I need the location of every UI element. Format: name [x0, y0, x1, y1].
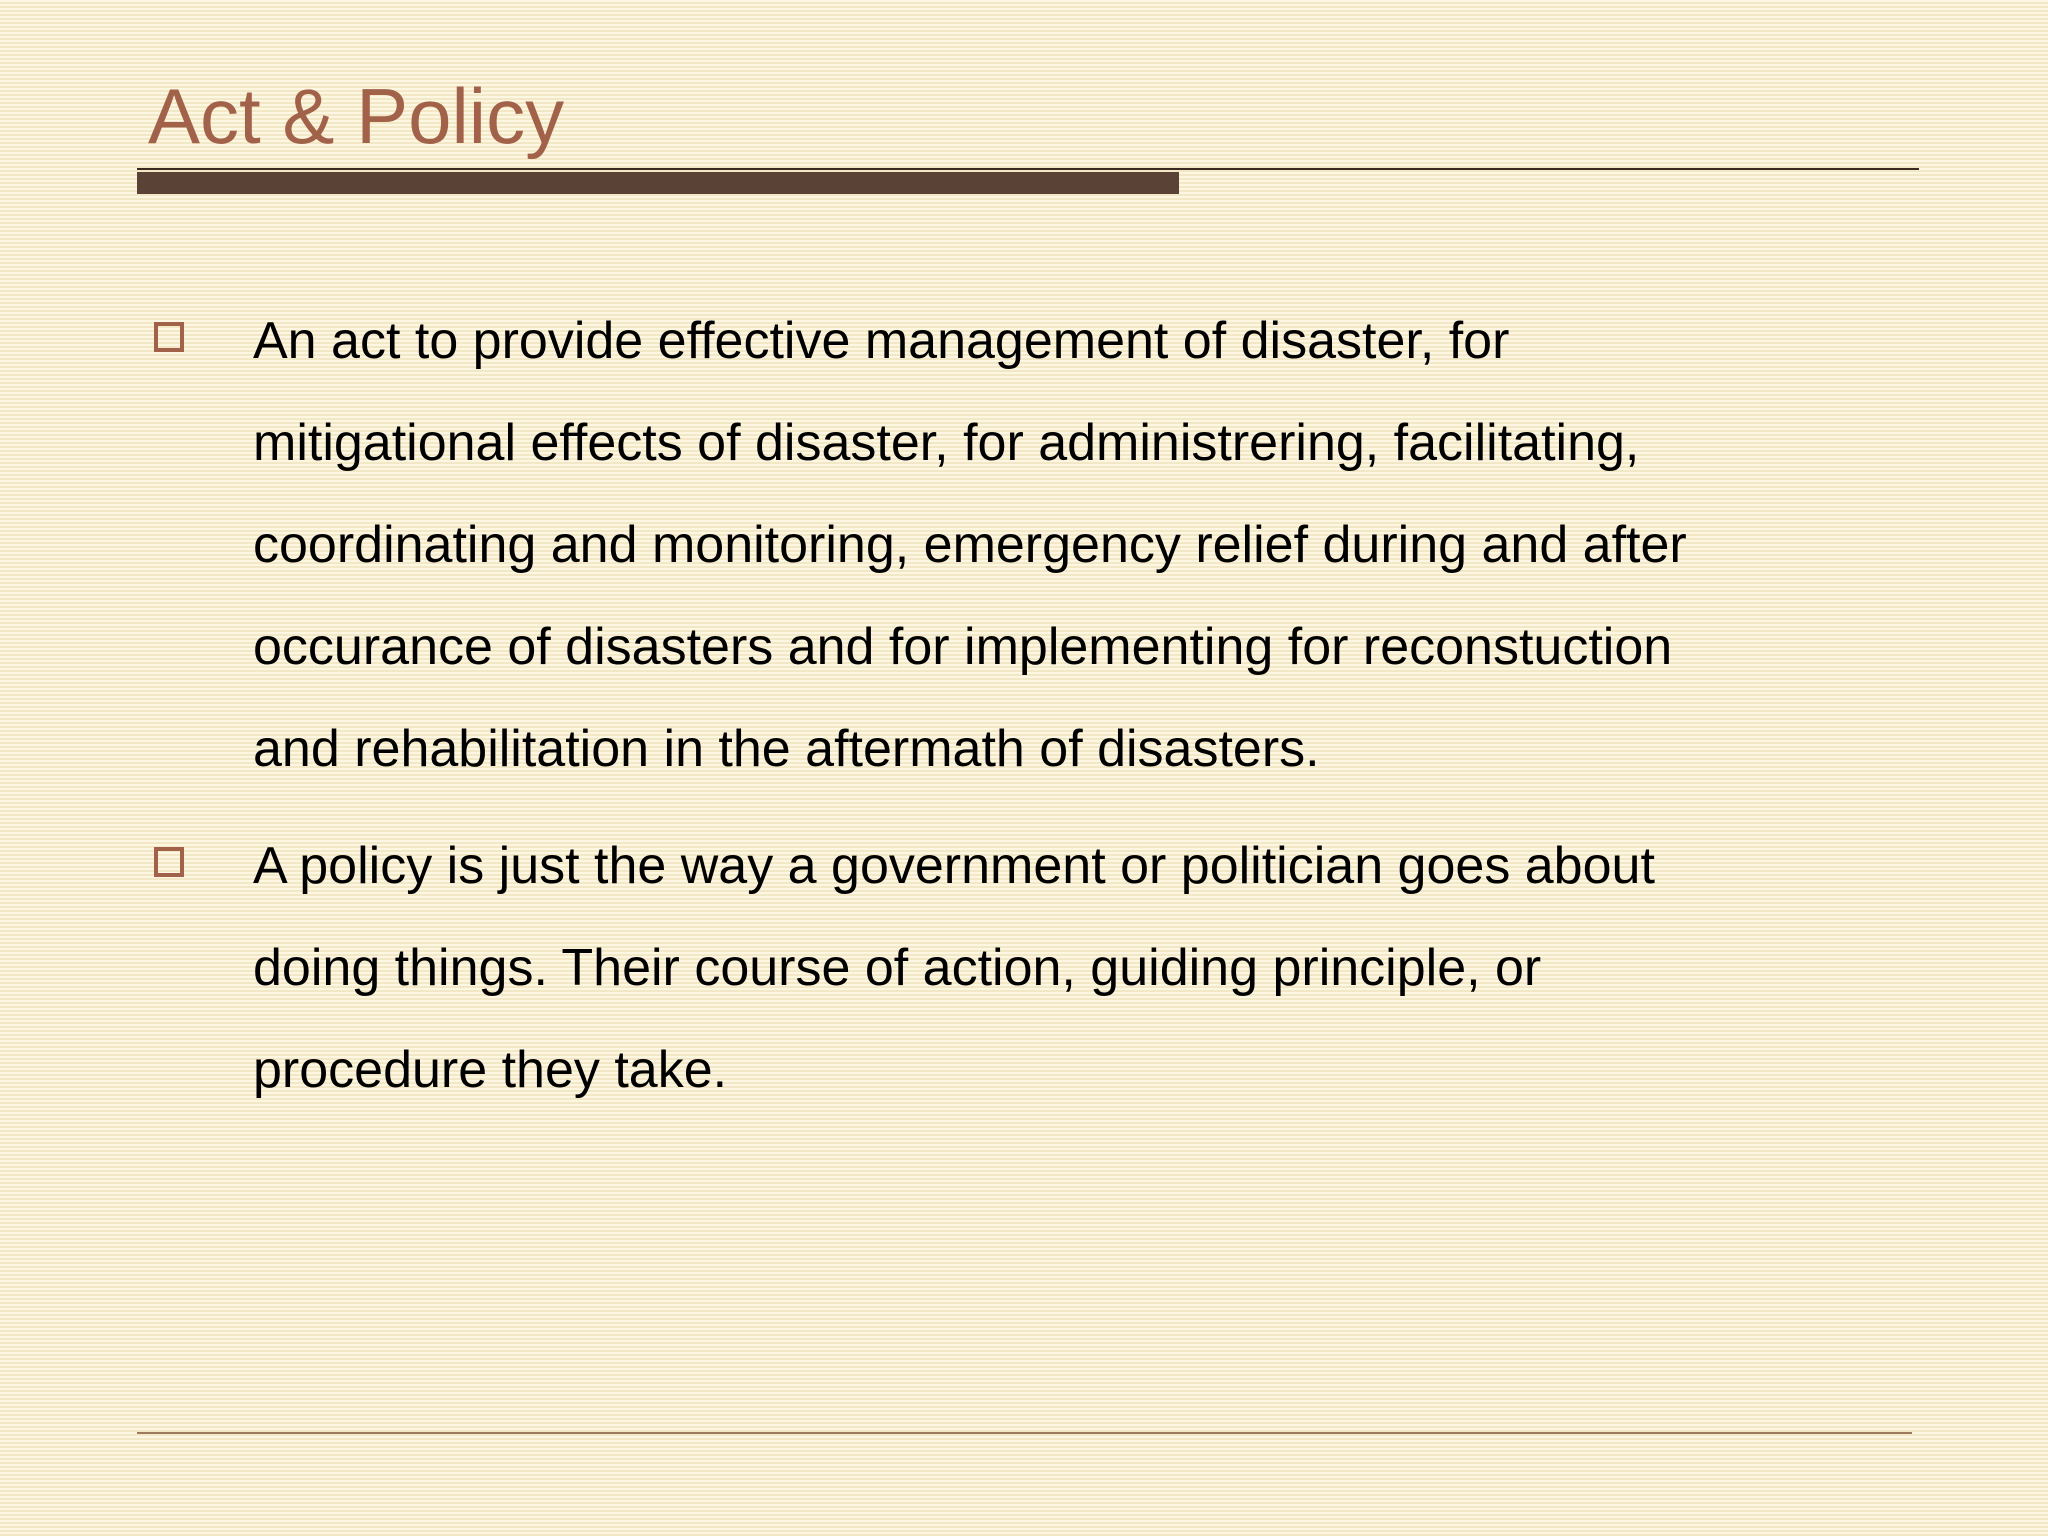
bullet-line: A policy is just the way a government or politician goes about [253, 837, 1655, 895]
hollow-square-icon [154, 322, 184, 352]
bullet-line: and rehabilitation in the aftermath of disasters. [253, 720, 1320, 778]
hollow-square-icon [154, 847, 184, 877]
title-underline-thick [137, 172, 1179, 194]
bullet-line: mitigational effects of disaster, for administrering, facilitating, [253, 414, 1640, 472]
bullet-text-act [253, 290, 1933, 800]
bullet-line: doing things. Their course of action, guiding principle, or [253, 939, 1542, 997]
bullet-line: An act to provide effective management of disaster, for [253, 312, 1510, 370]
bullet-line: coordinating and monitoring, emergency relief during and after [253, 516, 1687, 574]
slide-title: Act & Policy [148, 72, 565, 160]
bullet-line: occurance of disasters and for implementing for reconstuction [253, 618, 1673, 676]
title-underline-thin [137, 168, 1919, 170]
footer-divider [137, 1432, 1912, 1434]
bullet-text-policy [253, 815, 1933, 1121]
bullet-line: procedure they take. [253, 1041, 728, 1099]
